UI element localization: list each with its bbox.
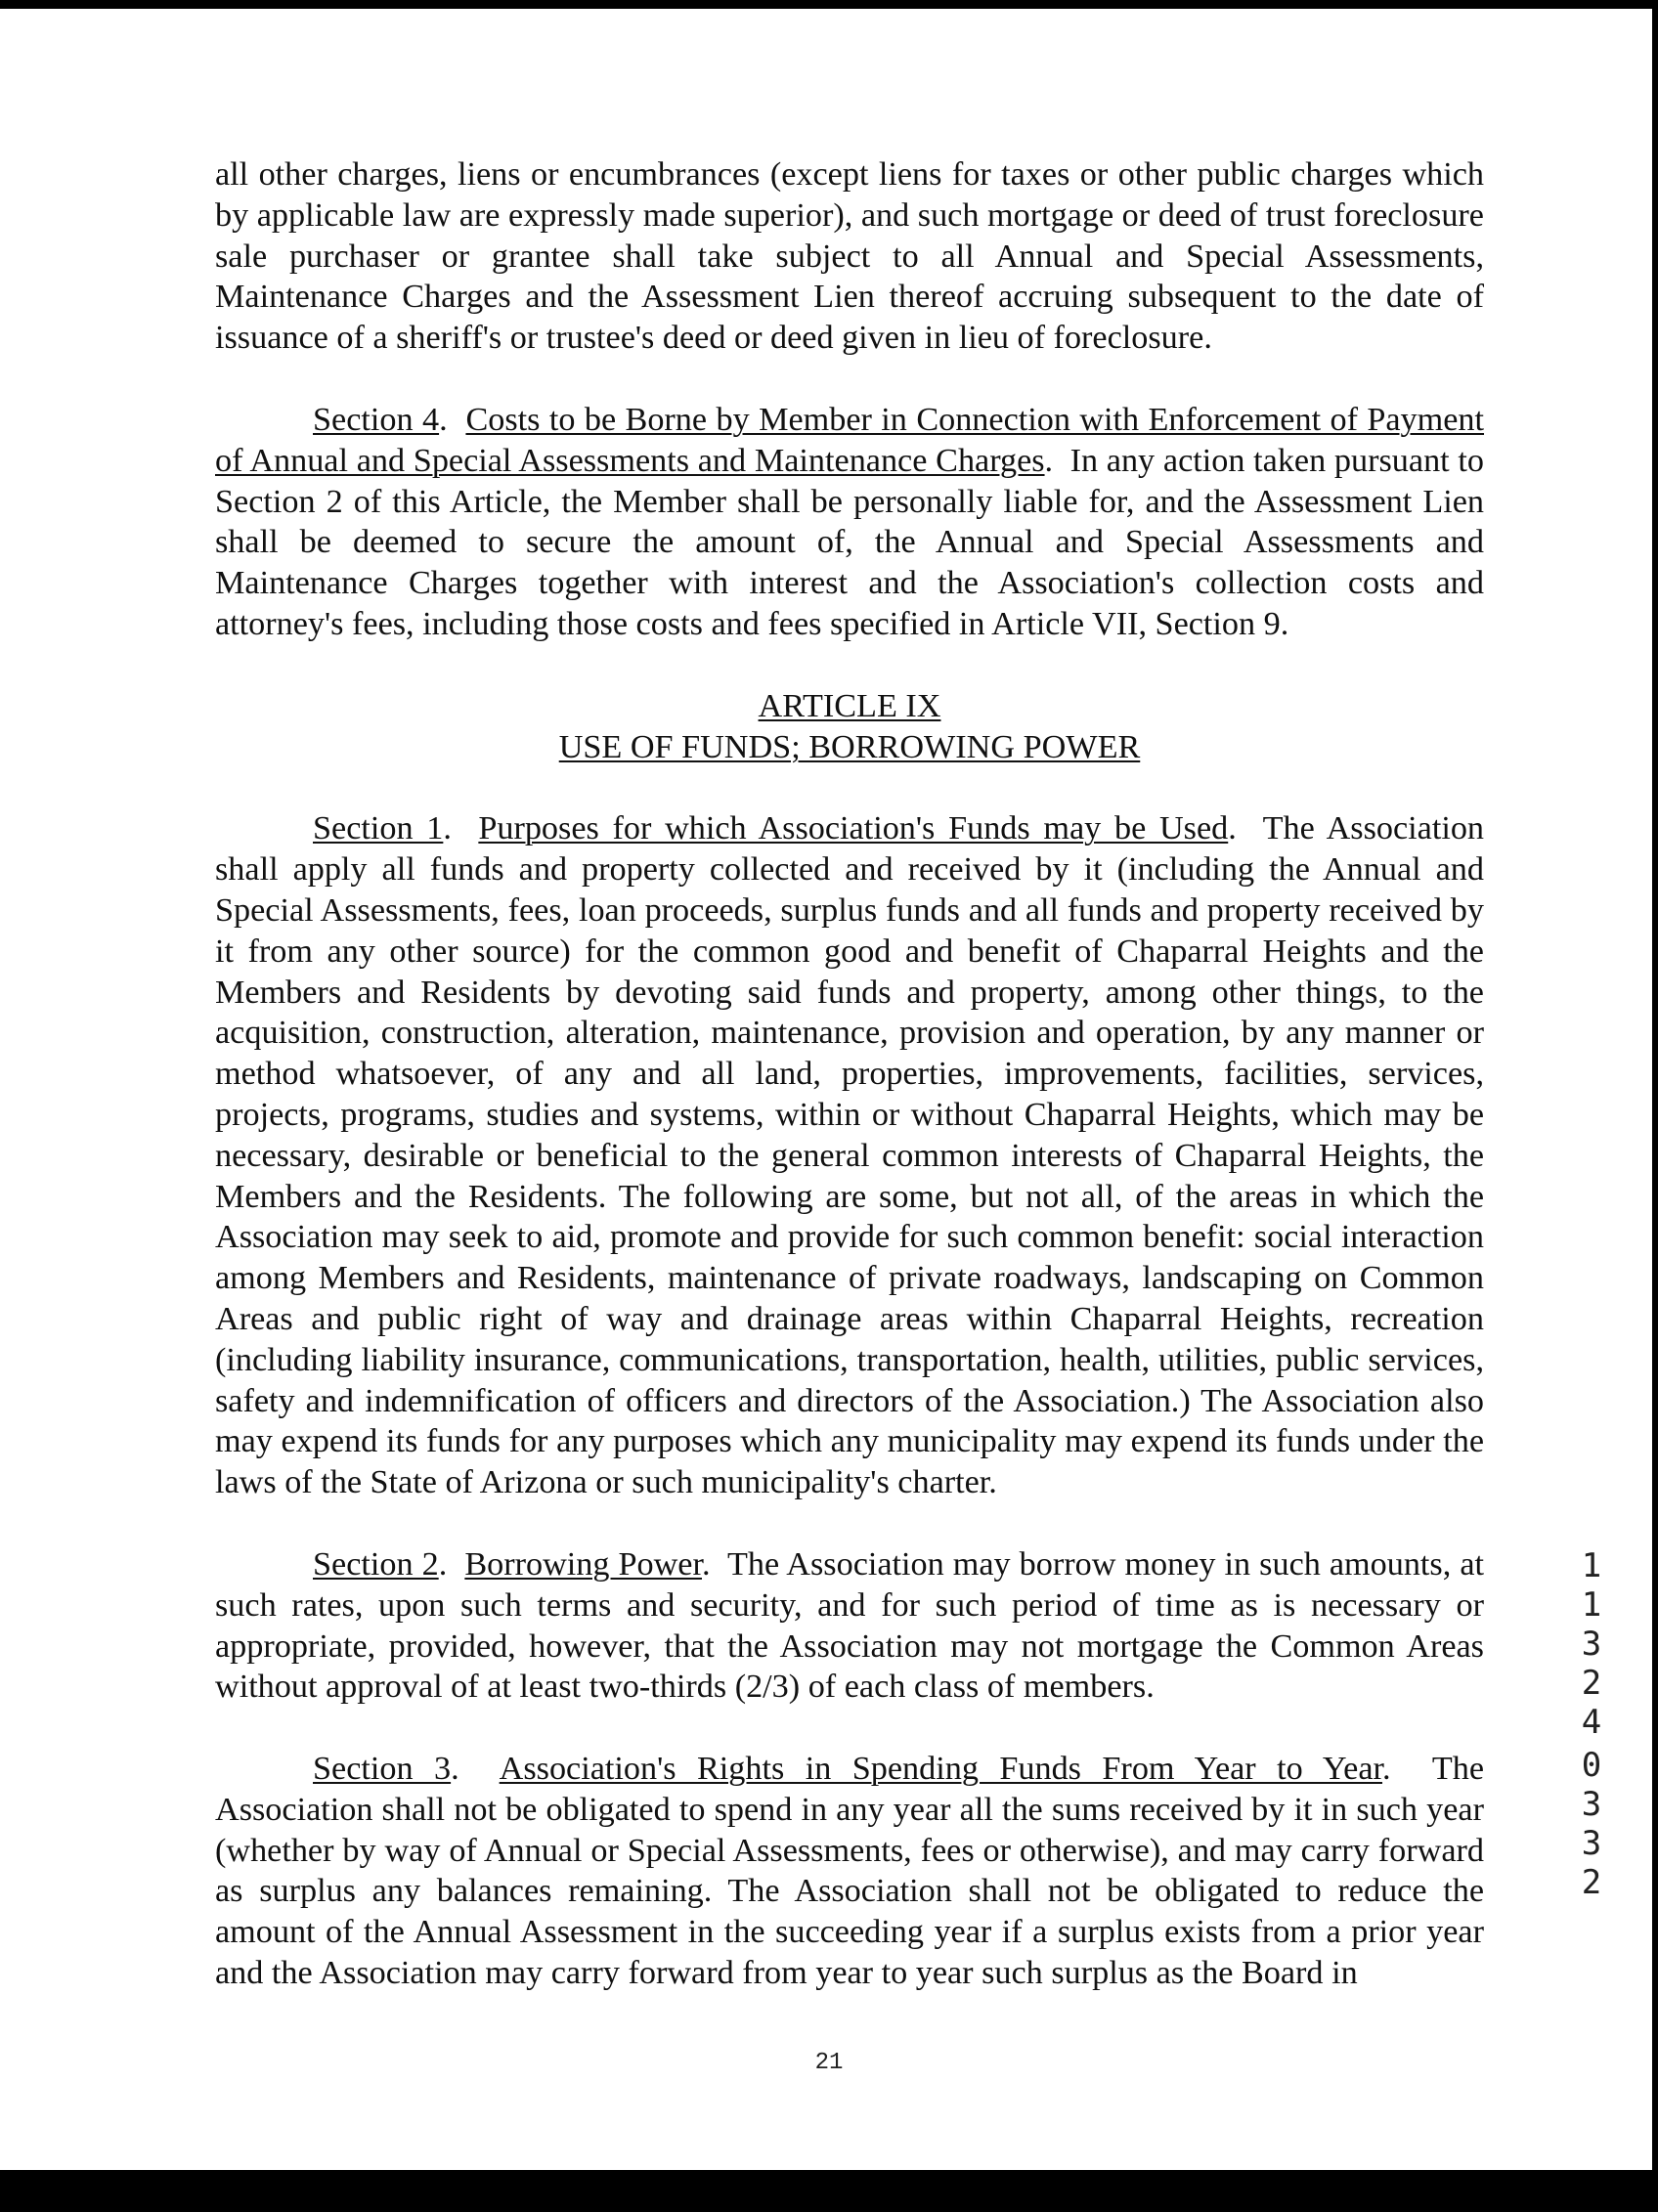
scan-border-right	[1652, 0, 1658, 2212]
stamp-digit: 1	[1581, 1546, 1602, 1585]
section-3-paragraph: Section 3. Association's Rights in Spending Funds From Year to Year. The Association shall not be obligated to spend in any year all the sums received by it in such year (whether by way of Annual or Special Assessments, fees or otherwise), and may carry forward as surplus any balances remaining. The Association shall not be obligated to reduce the amount of the Annual Assessment in the succeeding year if a surplus exists from a prior year and the Association may carry forward from year to year such surplus as the Board in	[215, 1751, 1484, 1992]
section-3-label: Section 3	[313, 1751, 452, 1788]
stamp-digit: 3	[1581, 1625, 1602, 1664]
section-2-paragraph: Section 2. Borrowing Power. The Association may borrow money in such amounts, at such rates, upon such terms and security, and for such period of time as is necessary or appropriate, provided, however, that the Association may not mortgage the Common Areas without approval of at least two-thirds (2/3) of each class of members.	[215, 1545, 1485, 1706]
section-3-title: Association's Rights in Spending Funds From Year to Year	[499, 1751, 1383, 1788]
stamp-digit: 4	[1581, 1703, 1602, 1742]
section-3-body: The Association shall not be obligated to spend in any year all the sums received by it in such year (whether by way of Annual or Special Assessments, fees or otherwise), and may carry forward as surplus any balances remaining. The Association shall not be obligated to reduce the amount of the Annual Assessment in the succeeding year if a surplus exists from a prior year and the Association may carry forward from year to year such surplus as the Board in	[215, 1751, 1484, 1992]
recording-stamp-group-2	[1572, 1746, 1611, 1902]
section-1-paragraph: Section 1. Purposes for which Association's Funds may be Used. The Association shall apply all funds and property collected and received by it (including the Annual and Special Assessments, fees, loan proceeds, surplus funds and all funds and property received by it from any other source) for the common good and benefit of Chaparral Heights and the Members and Residents by devoting said funds and property, among other things, to the acquisition, construction, alteration, maintenance, provision and operation, by any manner or method whatsoever, of any and all land, properties, improvements, facilities, services, projects, programs, studies and systems, within or without Chaparral Heights, which may be necessary, desirable or beneficial to the general common interests of Chaparral Heights, the Members and the Residents. The following are some, but not all, of the areas in which the Association may seek to aid, promote and provide for such common benefit: social interaction among Members and Residents, maintenance of private roadways, landscaping on Common Areas and public right of way and drainage areas within Chaparral Heights, recreation (including liability insurance, communications, transportation, health, utilities, public services, safety and indemnification of officers and directors of the Association.) The Association also may expend its funds for any purposes which any municipality may expend its funds under the laws of the State of Arizona or such municipality's charter.	[215, 810, 1485, 1501]
section-1-body: The Association shall apply all funds and property collected and received by it (including the Annual and Special Assessments, fees, loan proceeds, surplus funds and all funds and property received by it from any other source) for the common good and benefit of Chaparral Heights and the Members and Residents by devoting said funds and property, among other things, to the acquisition, construction, alteration, maintenance, provision and operation, by any manner or method whatsoever, of any and all land, properties, improvements, facilities, services, projects, programs, studies and systems, within or without Chaparral Heights, which may be necessary, desirable or beneficial to the general common interests of Chaparral Heights, the Members and the Residents. The following are some, but not all, of the areas in which the Association may seek to aid, promote and provide for such common benefit: social interaction among Members and Residents, maintenance of private roadways, landscaping on Common Areas and public right of way and drainage areas within Chaparral Heights, recreation (including liability insurance, communications, transportation, health, utilities, public services, safety and indemnification of officers and directors of the Association.) The Association also may expend its funds for any purposes which any municipality may expend its funds under the laws of the State of Arizona or such municipality's charter.	[215, 810, 1485, 1501]
article-title: USE OF FUNDS; BORROWING POWER	[558, 728, 1141, 765]
section-4-paragraph: Section 4. Costs to be Borne by Member in Connection with Enforcement of Payment of Annual and Special Assessments and Maintenance Charges. In any action taken pursuant to Section 2 of this Article, the Member shall be personally liable for, and the Assessment Lien shall be deemed to secure the amount of, the Annual and Special Assessments and Maintenance Charges together with interest and the Association's collection costs and attorney's fees, including those costs and fees specified in Article VII, Section 9.	[215, 401, 1485, 642]
stamp-digit: 3	[1581, 1824, 1602, 1863]
section-2-body: The Association may borrow money in such amounts, at such rates, upon such terms and security, and for such period of time as is necessary or appropriate, provided, however, that the Association may not mortgage the Common Areas without approval of at least two-thirds (2/3) of each class of members.	[215, 1545, 1485, 1706]
document-page	[215, 154, 1484, 1994]
section-4-body: In any action taken pursuant to Section 2 of this Article, the Member shall be personally liable for, and the Assessment Lien shall be deemed to secure the amount of, the Annual and Special Assessments and Maintenance Charges together with interest and the Association's collection costs and attorney's fees, including those costs and fees specified in Article VII, Section 9.	[215, 442, 1484, 642]
section-2-title: Borrowing Power	[464, 1545, 702, 1583]
stamp-digit: 2	[1581, 1664, 1602, 1703]
article-heading	[215, 686, 1484, 768]
stamp-digit: 0	[1581, 1746, 1602, 1785]
continued-paragraph-text: all other charges, liens or encumbrances (except liens for taxes or other public charges which by applicable law are expressly made superior), and such mortgage or deed of trust foreclosure sale purchaser or grantee shall take subject to all Annual and Special Assessments, Maintenance Charges and the Assessment Lien thereof accruing subsequent to the date of issuance of a sheriff's or trustee's deed or deed given in lieu of foreclosure.	[215, 156, 1484, 357]
section-1-title: Purposes for which Association's Funds may be Used	[478, 810, 1229, 847]
stamp-digit: 3	[1581, 1785, 1602, 1824]
scan-border-top	[0, 0, 1658, 9]
section-4-title: Costs to be Borne by Member in Connection with Enforcement of Payment of Annual and Special Assessments and Maintenance Charges	[215, 401, 1485, 479]
stamp-digit: 1	[1581, 1585, 1602, 1625]
recording-stamp-group-1	[1572, 1546, 1611, 1742]
page-number: 21	[814, 2050, 844, 2076]
section-4-label: Section 4	[313, 401, 440, 438]
section-1-label: Section 1	[313, 810, 444, 847]
section-2-label: Section 2	[313, 1545, 439, 1583]
article-number: ARTICLE IX	[758, 687, 941, 724]
stamp-digit: 2	[1581, 1863, 1602, 1902]
continued-paragraph	[215, 154, 1484, 359]
scan-border-bottom	[0, 2170, 1658, 2212]
